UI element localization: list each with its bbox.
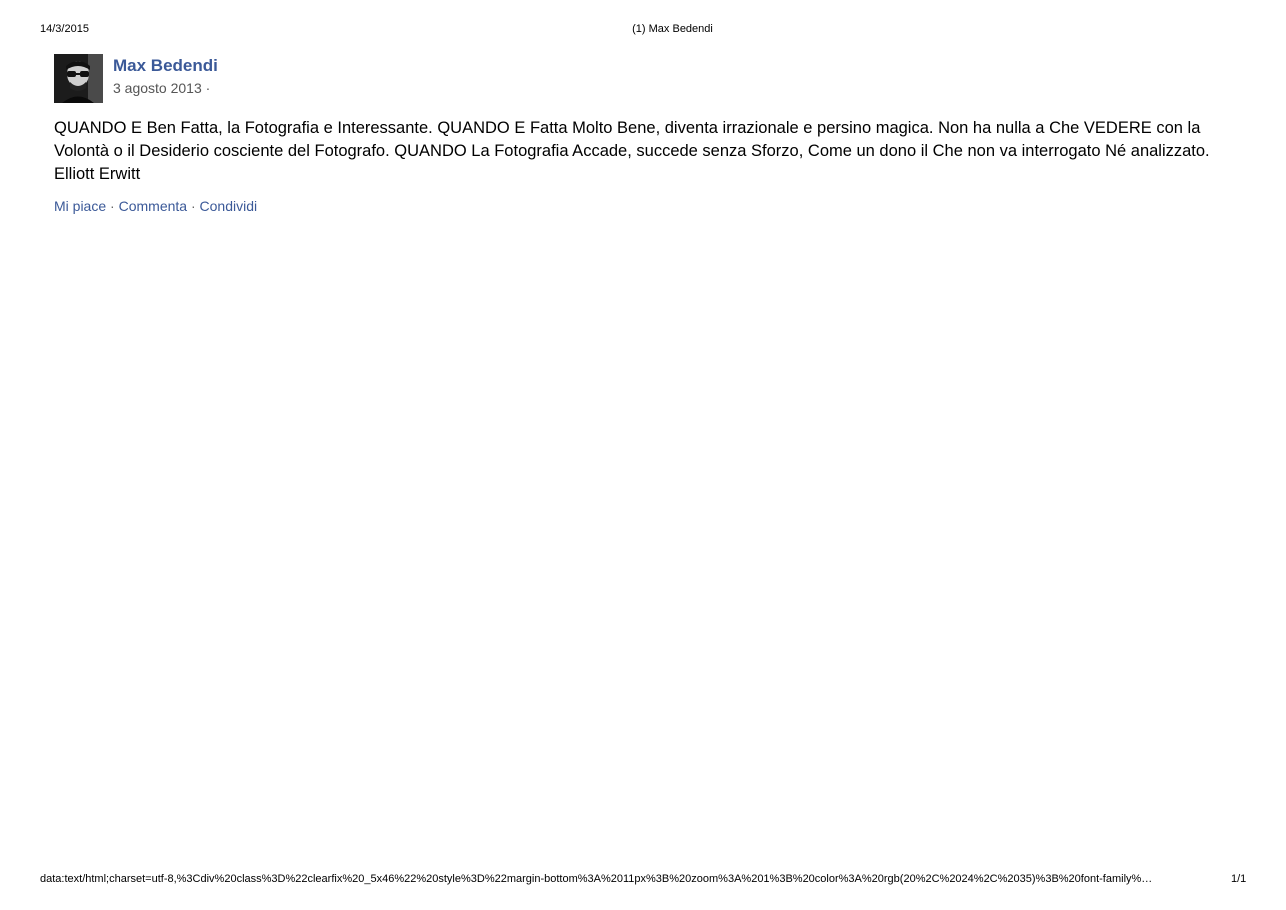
print-header-title: (1) Max Bedendi xyxy=(632,23,713,35)
post-header xyxy=(54,54,1234,103)
post-text: QUANDO E Ben Fatta, la Fotografia e Interessante. QUANDO E Fatta Molto Bene, diventa irrazionale e persino magica. Non ha nulla a Che VEDERE con la Volontà o il Desiderio cosciente del Fotografo. QUANDO La Fotografia Accade, succede senza Sforzo, Come un dono il Che non va interrogato Né analizzato. xyxy=(54,119,1210,160)
profile-photo-icon xyxy=(54,54,103,103)
print-header-date: 14/3/2015 xyxy=(40,23,89,35)
like-link[interactable]: Mi piace xyxy=(54,198,107,214)
share-link[interactable]: Condividi xyxy=(199,198,258,214)
meta-separator: · xyxy=(201,80,211,96)
author-name-link[interactable]: Max Bedendi xyxy=(113,56,218,75)
post xyxy=(54,54,1234,214)
action-separator: · xyxy=(106,198,119,214)
avatar[interactable] xyxy=(54,54,103,103)
post-date[interactable]: 3 agosto 2013 xyxy=(113,80,202,96)
action-separator: · xyxy=(187,198,200,214)
print-footer-page-number: 1/1 xyxy=(1231,873,1247,885)
post-signature: Elliott Erwitt xyxy=(54,165,141,183)
print-footer-url: data:text/html;charset=utf-8,%3Cdiv%20class%3D%22clearfix%20_5x46%22%20style%3D%22margin-bottom%3A%2011px%3B%20zoom%3A%201%3B%20color%3A%20rgb(20%2C%2024%2C%2035)%3B%20font-family%… xyxy=(40,873,1153,885)
post-actions xyxy=(54,198,1234,214)
comment-link[interactable]: Commenta xyxy=(118,198,188,214)
post-meta xyxy=(113,80,218,96)
author-block xyxy=(113,56,218,96)
post-body xyxy=(54,117,1234,186)
